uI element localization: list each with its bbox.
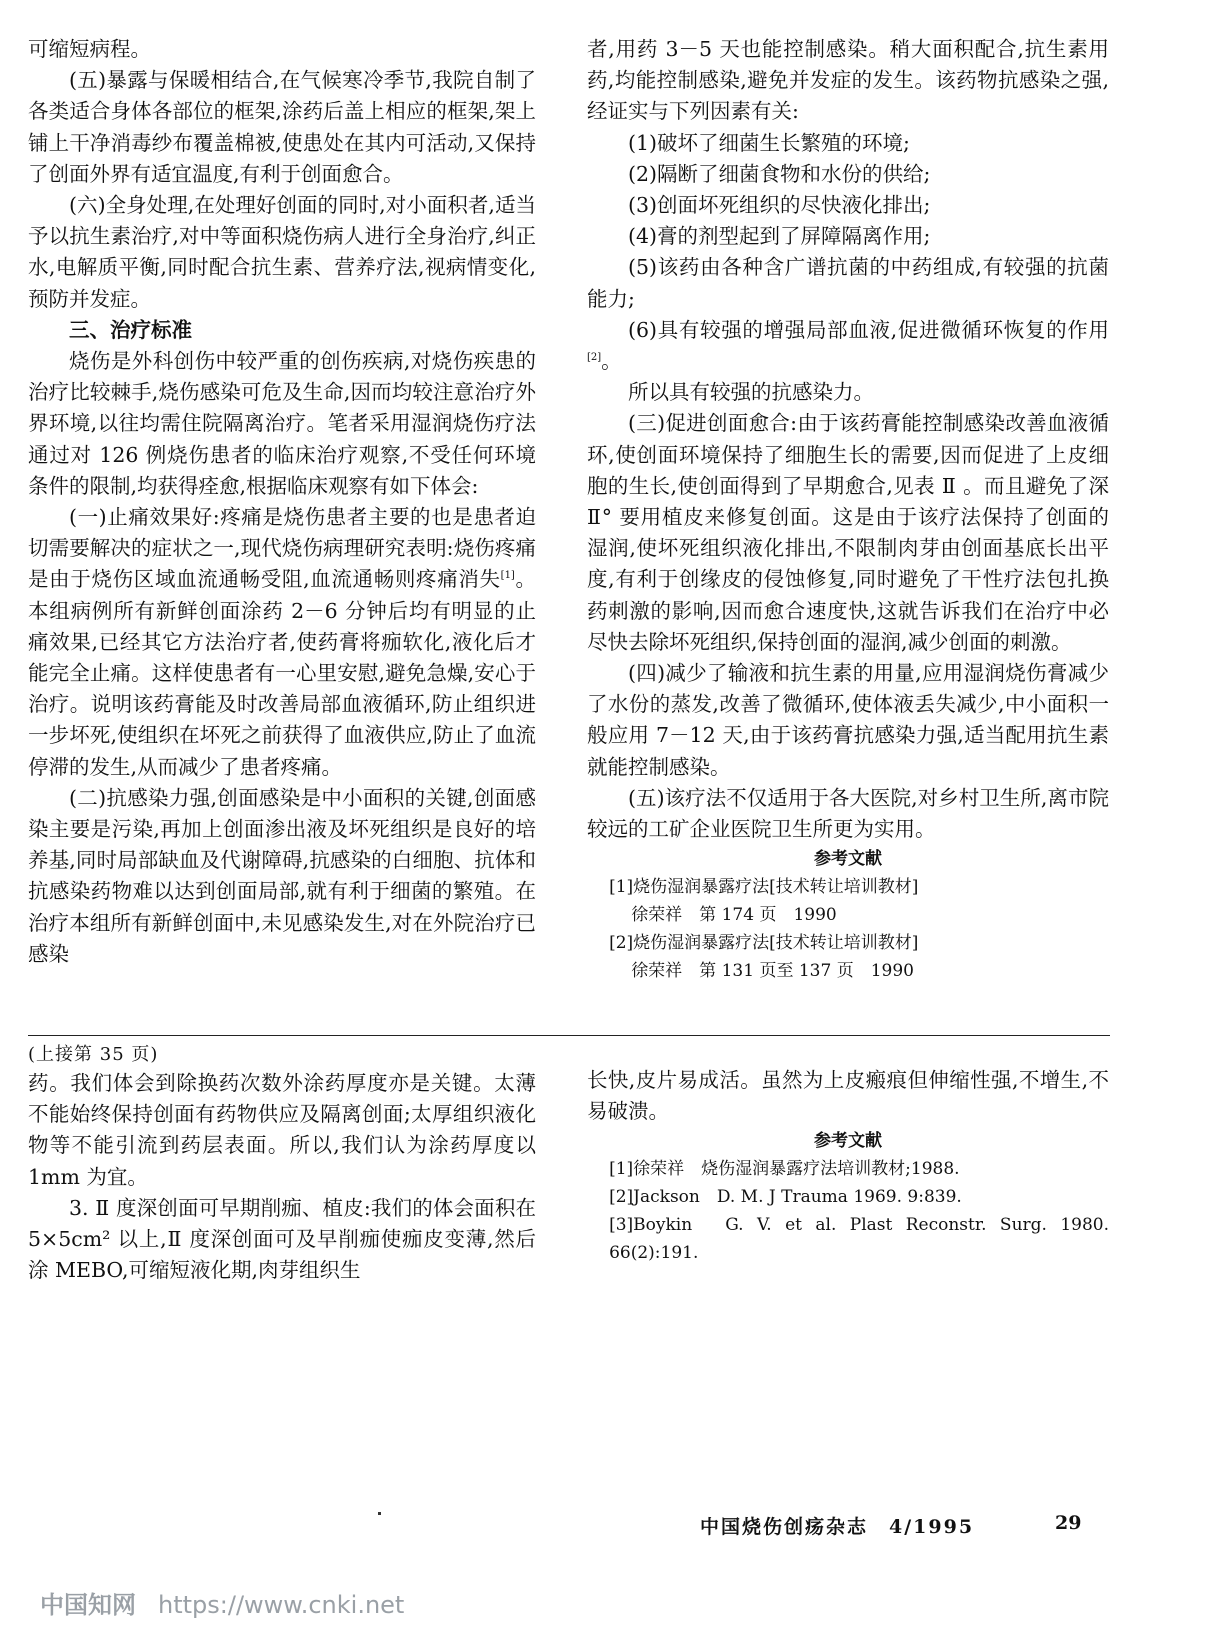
- reference-item: [1]徐荣祥 烧伤湿润暴露疗法培训教材;1988.: [609, 1159, 960, 1180]
- left-column: [28, 34, 536, 970]
- section-heading: 三、治疗标准: [69, 317, 192, 342]
- paragraph: 可缩短病程。: [28, 37, 151, 61]
- factor-item: (3)创面坏死组织的尽快液化排出;: [628, 193, 931, 218]
- factor-item: (2)隔断了细菌食物和水份的供给;: [628, 161, 931, 186]
- citation-marker: [1]: [500, 570, 515, 582]
- citation-marker: [2]: [587, 352, 602, 364]
- paragraph: (五)该疗法不仅适用于各大医院,对乡村卫生所,离市院较远的工矿企业医院卫生所更为实用。: [587, 785, 1109, 842]
- paragraph: (四)减少了输液和抗生素的用量,应用湿润烧伤膏减少了水份的蒸发,改善了微循环,使体液丢失减少,中小面积一般应用 7－12 天,由于该药膏抗感染力强,适当配用抗生素就能控制感染。: [587, 661, 1109, 779]
- references-title: 参考文献: [814, 849, 882, 870]
- paragraph: 长快,皮片易成活。虽然为上皮瘢痕但伸缩性强,不增生,不易破溃。: [587, 1068, 1109, 1124]
- factor-item: [587, 315, 1109, 377]
- factor-item: (1)破坏了细菌生长繁殖的环境;: [628, 130, 910, 155]
- reference-item: 徐荣祥 第 131 页至 137 页 1990: [631, 961, 914, 982]
- paragraph: 3. Ⅱ 度深创面可早期削痂、植皮:我们的体会面积在 5×5cm² 以上,Ⅱ 度深创面可及早削痂使痂皮变薄,然后涂 MEBO,可缩短液化期,肉芽组织生: [28, 1195, 536, 1283]
- print-dot: [378, 1512, 381, 1515]
- factor-item: (4)膏的剂型起到了屏障隔离作用;: [628, 224, 931, 249]
- paragraph-text: (一)止痛效果好:疼痛是烧伤患者主要的也是患者迫切需要解决的症状之一,现代烧伤病理研究表明:烧伤疼痛是由于烧伤区域血流通畅受阻,血流通畅则疼痛消失: [28, 505, 536, 592]
- paragraph: [28, 502, 536, 783]
- reference-item: [1]烧伤湿润暴露疗法[技术转让培训教材]: [609, 877, 919, 898]
- paragraph: (三)促进创面愈合:由于该药膏能控制感染改善血液循环,使创面环境保持了细胞生长的需要,因而促进了上皮细胞的生长,使创面得到了早期愈合,见表 Ⅱ 。而且避免了深 Ⅱ° 要用植皮来修复创面。这是由于该疗法保持了创面的湿润,使坏死组织液化排出,不限制肉芽由创面基底长出平度,有利于创缘皮的侵蚀修复,同时避免了干性疗法包扎换药刺激的影响,因而愈合速度快,这就告诉我们在治疗中必尽快去除坏死组织,保持创面的湿润,减少创面的刺激。: [587, 411, 1109, 654]
- watermark-brand: 中国知网: [40, 1591, 136, 1619]
- factor-text: (6)具有较强的增强局部血液,促进微循环恢复的作用: [628, 317, 1109, 342]
- reference-item: [2]烧伤湿润暴露疗法[技术转让培训教材]: [609, 933, 919, 954]
- continued-left-column: [28, 1042, 536, 1286]
- paragraph: (五)暴露与保暖相结合,在气候寒冷季节,我院自制了各类适合身体各部位的框架,涂药后盖上相应的框架,架上铺上干净消毒纱布覆盖棉被,使患处在其内可活动,又保持了创面外界有适宜温度,有利于创面愈合。: [28, 68, 536, 186]
- paragraph: 烧伤是外科创伤中较严重的创伤疾病,对烧伤疾患的治疗比较棘手,烧伤感染可危及生命,因而均较注意治疗外界环境,以往均需住院隔离治疗。笔者采用湿润烧伤疗法通过对 126 例烧伤患者的临床治疗观察,不受任何环境条件的限制,均获得痊愈,根据临床观察有如下体会:: [28, 349, 536, 498]
- reference-item: [2]Jackson D. M. J Trauma 1969. 9:839.: [609, 1187, 962, 1208]
- journal-footer: 中国烧伤创疡杂志 4/1995: [700, 1516, 975, 1538]
- paragraph: 者,用药 3－5 天也能控制感染。稍大面积配合,抗生素用药,均能控制感染,避免并发症的发生。该药物抗感染之强,经证实与下列因素有关:: [587, 37, 1109, 124]
- watermark-url: https://www.cnki.net: [158, 1591, 405, 1619]
- continued-label: (上接第 35 页): [28, 1044, 159, 1065]
- section-divider: [28, 1035, 1110, 1036]
- reference-item: 徐荣祥 第 174 页 1990: [631, 905, 837, 926]
- paragraph: 所以具有较强的抗感染力。: [628, 380, 874, 405]
- factor-item: (5)该药由各种含广谱抗菌的中药组成,有较强的抗菌能力;: [587, 255, 1109, 311]
- paragraph-text: 。本组病例所有新鲜创面涂药 2－6 分钟后均有明显的止痛效果,已经其它方法治疗者,使药膏将痂软化,液化后才能完全止痛。这样使患者有一心里安慰,避免急燥,安心于治疗。说明该药膏能及时改善局部血液循环,防止组织进一步坏死,使组织在坏死之前获得了血液供应,防止了血流停滞的发生,从而减少了患者疼痛。: [28, 567, 537, 779]
- reference-item: [3]Boykin G. V. et al. Plast Reconstr. Surg. 1980. 66(2):191.: [609, 1215, 1109, 1264]
- page-number: 29: [1055, 1512, 1082, 1534]
- paragraph: (六)全身处理,在处理好创面的同时,对小面积者,适当予以抗生素治疗,对中等面积烧伤病人进行全身治疗,纠正水,电解质平衡,同时配合抗生素、营养疗法,视病情变化,预防并发症。: [28, 193, 536, 311]
- right-column: [587, 34, 1109, 985]
- factor-text: 。: [601, 349, 622, 374]
- watermark: [40, 1585, 404, 1620]
- references-title: 参考文献: [814, 1131, 882, 1152]
- paragraph: 药。我们体会到除换药次数外涂药厚度亦是关键。太薄不能始终保持创面有药物供应及隔离创面;太厚组织液化物等不能引流到药层表面。所以,我们认为涂药厚度以 1mm 为宜。: [28, 1071, 536, 1189]
- paragraph: (二)抗感染力强,创面感染是中小面积的关键,创面感染主要是污染,再加上创面渗出液及坏死组织是良好的培养基,同时局部缺血及代谢障碍,抗感染的白细胞、抗体和抗感染药物难以达到创面局部,就有利于细菌的繁殖。在治疗本组所有新鲜创面中,未见感染发生,对在外院治疗已感染: [28, 785, 536, 966]
- continued-right-column: [587, 1065, 1109, 1267]
